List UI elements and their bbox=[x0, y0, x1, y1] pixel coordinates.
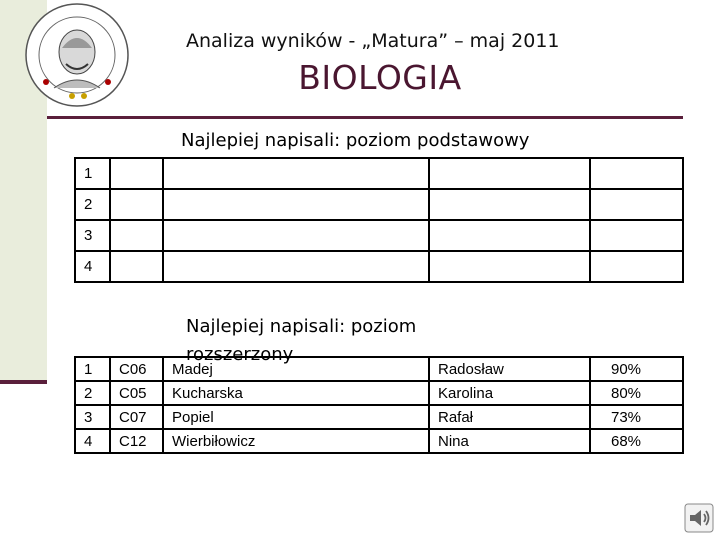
basic-level-table bbox=[74, 157, 684, 283]
student-surname bbox=[163, 158, 429, 189]
row-number: 3 bbox=[75, 405, 110, 429]
student-score bbox=[590, 189, 683, 220]
student-code: C07 bbox=[110, 405, 163, 429]
row-number: 4 bbox=[75, 251, 110, 282]
title-divider bbox=[47, 116, 683, 119]
student-code: C12 bbox=[110, 429, 163, 453]
table-row bbox=[75, 251, 683, 282]
student-score: 80% bbox=[590, 381, 683, 405]
table-row bbox=[75, 158, 683, 189]
student-name bbox=[429, 158, 590, 189]
student-surname: Madej bbox=[163, 357, 429, 381]
basic-level-heading: Najlepiej napisali: poziom podstawowy bbox=[181, 130, 530, 151]
table-row bbox=[75, 220, 683, 251]
student-name: Karolina bbox=[429, 381, 590, 405]
student-code bbox=[110, 189, 163, 220]
student-score bbox=[590, 158, 683, 189]
page-title: BIOLOGIA bbox=[298, 58, 462, 97]
table-row bbox=[75, 405, 683, 429]
row-number: 3 bbox=[75, 220, 110, 251]
row-number: 2 bbox=[75, 189, 110, 220]
table-row bbox=[75, 189, 683, 220]
student-surname: Popiel bbox=[163, 405, 429, 429]
sound-speaker-icon[interactable] bbox=[684, 503, 714, 533]
student-surname bbox=[163, 251, 429, 282]
student-name bbox=[429, 251, 590, 282]
extended-level-table bbox=[74, 356, 684, 454]
report-subtitle: Analiza wyników - „Matura” – maj 2011 bbox=[186, 30, 560, 52]
left-decor-rule bbox=[0, 380, 47, 384]
student-score bbox=[590, 220, 683, 251]
student-surname: Wierbiłowicz bbox=[163, 429, 429, 453]
student-code: C05 bbox=[110, 381, 163, 405]
student-score: 90% bbox=[590, 357, 683, 381]
row-number: 1 bbox=[75, 357, 110, 381]
table-row bbox=[75, 357, 683, 381]
student-code bbox=[110, 158, 163, 189]
student-name: Radosław bbox=[429, 357, 590, 381]
row-number: 2 bbox=[75, 381, 110, 405]
student-score: 73% bbox=[590, 405, 683, 429]
row-number: 1 bbox=[75, 158, 110, 189]
student-name: Rafał bbox=[429, 405, 590, 429]
student-score bbox=[590, 251, 683, 282]
student-code bbox=[110, 251, 163, 282]
school-seal-portrait-icon bbox=[24, 2, 130, 108]
table-row bbox=[75, 381, 683, 405]
student-surname bbox=[163, 220, 429, 251]
row-number: 4 bbox=[75, 429, 110, 453]
student-name bbox=[429, 189, 590, 220]
student-code: C06 bbox=[110, 357, 163, 381]
student-code bbox=[110, 220, 163, 251]
student-name bbox=[429, 220, 590, 251]
student-score: 68% bbox=[590, 429, 683, 453]
table-row bbox=[75, 429, 683, 453]
extended-level-heading: Najlepiej napisali: poziom rozszerzony bbox=[186, 316, 417, 365]
student-surname: Kucharska bbox=[163, 381, 429, 405]
student-surname bbox=[163, 189, 429, 220]
student-name: Nina bbox=[429, 429, 590, 453]
